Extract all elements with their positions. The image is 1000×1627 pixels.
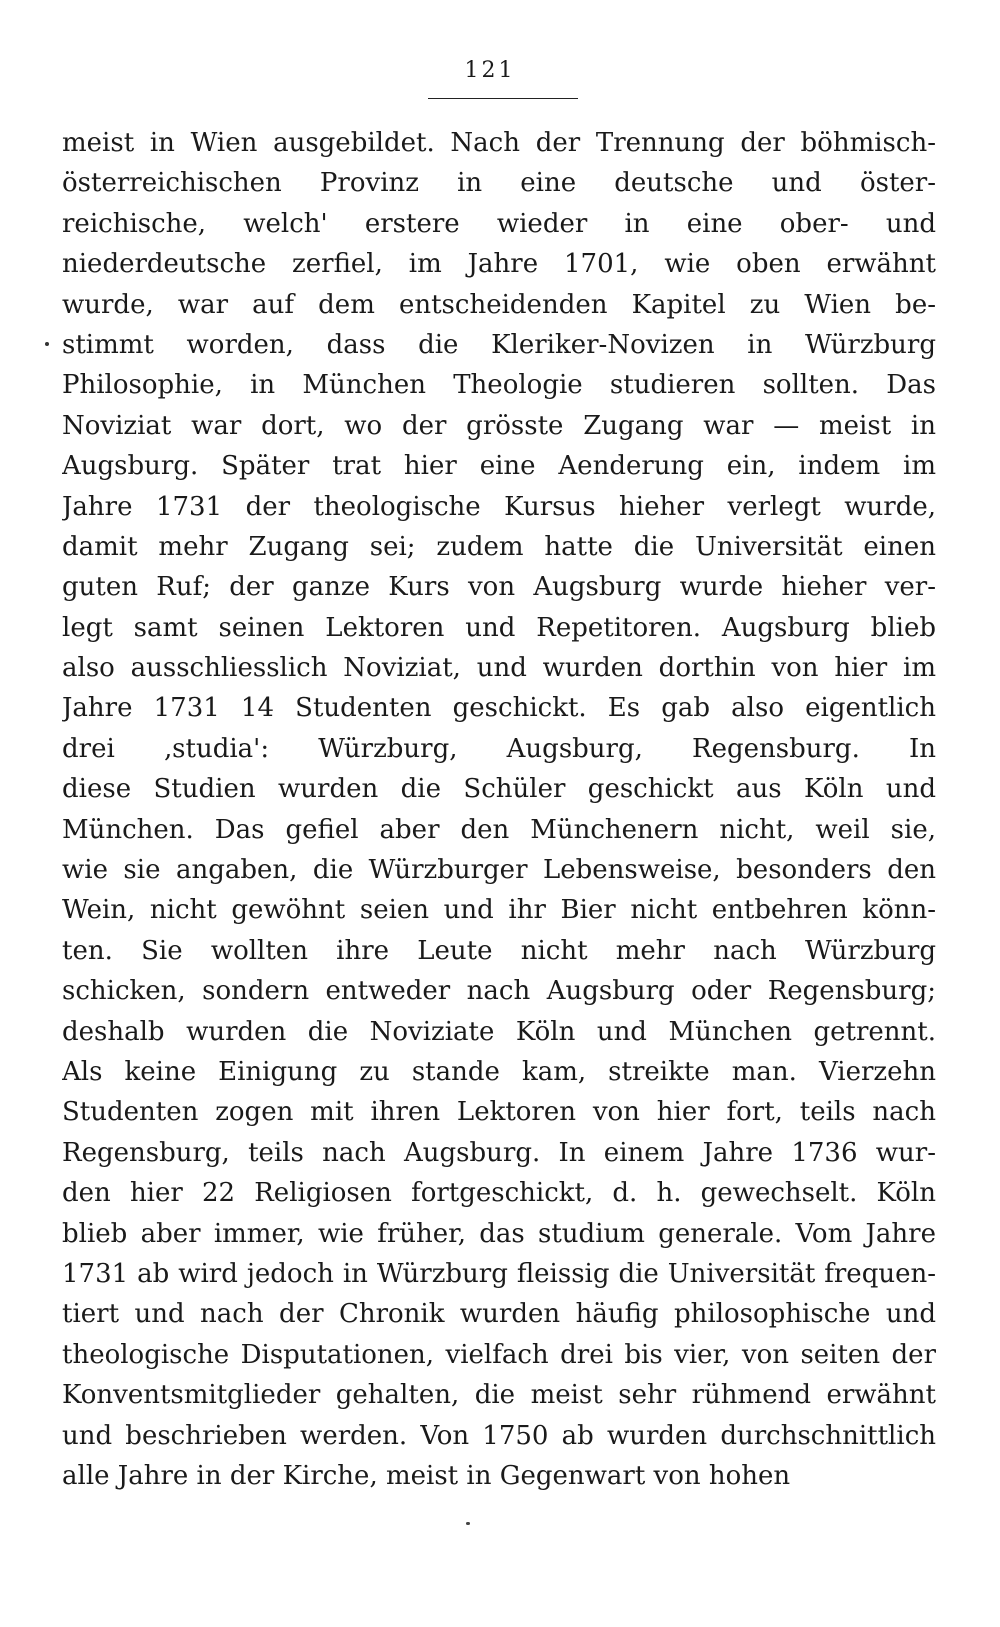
text-line: niederdeutsche zerfiel, im Jahre 1701, wie oben erwähnt bbox=[62, 249, 936, 280]
text-line: Jahre 1731 der theologische Kursus hieher verlegt wurde, bbox=[62, 491, 936, 522]
text-line: wurde, war auf dem entscheidenden Kapitel zu Wien be- bbox=[62, 289, 936, 320]
text-line: 1731 ab wird jedoch in Würzburg fleissig die Universität frequen- bbox=[62, 1258, 936, 1289]
text-line: Als keine Einigung zu stande kam, streikte man. Vierzehn bbox=[62, 1056, 936, 1087]
text-line: also ausschliesslich Noviziat, und wurden dorthin von hier im bbox=[62, 653, 936, 684]
text-line: österreichischen Provinz in eine deutsche und öster- bbox=[62, 168, 936, 199]
text-line: schicken, sondern entweder nach Augsburg oder Regensburg; bbox=[62, 976, 936, 1007]
margin-mark bbox=[45, 342, 49, 346]
text-line: Noviziat war dort, wo der grösste Zugang war — meist in bbox=[62, 410, 936, 441]
text-line: und beschrieben werden. Von 1750 ab wurden durchschnittlich bbox=[62, 1420, 936, 1451]
text-line: drei ‚studia': Würzburg, Augsburg, Regensburg. In bbox=[62, 733, 936, 764]
page-number: 121 bbox=[464, 58, 516, 83]
text-line: München. Das gefiel aber den Münchenern nicht, weil sie, bbox=[62, 814, 936, 845]
text-line: blieb aber immer, wie früher, das studium generale. Vom Jahre bbox=[62, 1218, 936, 1249]
text-line: wie sie angaben, die Würzburger Lebensweise, besonders den bbox=[62, 855, 936, 886]
header-rule bbox=[428, 98, 578, 99]
text-line: stimmt worden, dass die Kleriker-Novizen in Würzburg bbox=[62, 329, 936, 360]
text-line: reichische, welch' erstere wieder in eine ober- und bbox=[62, 208, 936, 239]
text-line: Jahre 1731 14 Studenten geschickt. Es gab also eigentlich bbox=[62, 693, 936, 724]
text-line: Augsburg. Später trat hier eine Aenderung ein, indem im bbox=[62, 451, 936, 482]
text-line: damit mehr Zugang sei; zudem hatte die Universität einen bbox=[62, 531, 936, 562]
text-line: den hier 22 Religiosen fortgeschickt, d. h. gewechselt. Köln bbox=[62, 1178, 936, 1209]
text-line: legt samt seinen Lektoren und Repetitoren. Augsburg blieb bbox=[62, 612, 936, 643]
text-line: ten. Sie wollten ihre Leute nicht mehr nach Würzburg bbox=[62, 935, 936, 966]
text-line: Philosophie, in München Theologie studieren sollten. Das bbox=[62, 370, 936, 401]
text-line: Wein, nicht gewöhnt seien und ihr Bier nicht entbehren könn- bbox=[62, 895, 936, 926]
text-line: alle Jahre in der Kirche, meist in Gegenwart von hohen bbox=[62, 1460, 791, 1491]
foot-mark bbox=[466, 1522, 470, 1525]
text-line: tiert und nach der Chronik wurden häufig philosophische und bbox=[62, 1299, 936, 1330]
text-line: guten Ruf; der ganze Kurs von Augsburg wurde hieher ver- bbox=[62, 572, 936, 603]
text-line: Regensburg, teils nach Augsburg. In einem Jahre 1736 wur- bbox=[62, 1137, 936, 1168]
text-line: diese Studien wurden die Schüler geschickt aus Köln und bbox=[62, 774, 936, 805]
text-line: meist in Wien ausgebildet. Nach der Trennung der böhmisch- bbox=[62, 128, 936, 158]
text-line: Studenten zogen mit ihren Lektoren von hier fort, teils nach bbox=[62, 1097, 936, 1128]
text-line: theologische Disputationen, vielfach drei bis vier, von seiten der bbox=[62, 1339, 936, 1370]
body-text bbox=[62, 123, 936, 1496]
text-line: Konventsmitglieder gehalten, die meist sehr rühmend erwähnt bbox=[62, 1380, 936, 1411]
text-line: deshalb wurden die Noviziate Köln und München getrennt. bbox=[62, 1016, 936, 1047]
